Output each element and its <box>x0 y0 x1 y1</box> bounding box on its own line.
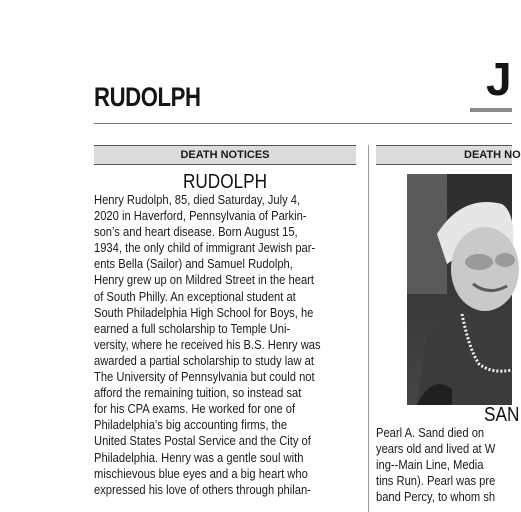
column-divider <box>368 145 369 512</box>
notice-line: years old and lived at W <box>376 441 496 457</box>
notice-line: United States Postal Service and the City of <box>94 433 311 449</box>
notice-line: ing--Main Line, Media <box>376 457 484 473</box>
header-rule <box>94 123 512 124</box>
notice-line: expressed his love of others through philan- <box>94 481 311 497</box>
notice-line: 1934, the only child of immigrant Jewish par- <box>94 240 316 256</box>
notice-line: 2020 in Haverford, Pennsylvania of Parkin- <box>94 208 307 224</box>
notice-body-sand <box>376 425 512 505</box>
notice-line: versity, where he received his B.S. Henry was <box>94 336 321 352</box>
death-notices-bar-right-label: DEATH NO <box>464 149 521 161</box>
obituary-photo <box>407 174 512 405</box>
death-notices-bar-left: DEATH NOTICES <box>94 145 356 165</box>
notice-line: Philadelphia. Henry was a gentle soul with <box>94 449 304 465</box>
notice-line: awarded a partial scholarship to study law at <box>94 352 314 368</box>
notice-line: The University of Pennsylvania but could not <box>94 369 315 385</box>
notice-line: ents Bella (Sailor) and Samuel Rudolph, <box>94 256 293 272</box>
notice-line: son’s and heart disease. Born August 15, <box>94 224 298 240</box>
notice-line: South Philadelphia High School for Boys, he <box>94 304 314 320</box>
notice-line: afford the remaining tuition, so instead sat <box>94 385 302 401</box>
notice-name-rudolph: RUDOLPH <box>182 171 268 193</box>
notice-line: mischievous blue eyes and a big heart who <box>94 465 308 481</box>
header-accent-rule <box>470 108 512 112</box>
page-header-initial: J <box>486 53 512 105</box>
notice-body-rudolph <box>94 192 356 498</box>
notice-line: Henry Rudolph, 85, died Saturday, July 4, <box>94 192 301 207</box>
notice-line: Pearl A. Sand died on <box>376 425 485 440</box>
notice-line: band Percy, to whom sh <box>376 489 496 505</box>
notice-line: earned a full scholarship to Temple Uni- <box>94 320 291 336</box>
death-notices-bar-right <box>376 145 521 165</box>
notice-name-sand: SAN <box>484 404 520 426</box>
obituary-photo-image <box>407 174 512 405</box>
notice-line: of South Philly. An exceptional student at <box>94 288 296 304</box>
notice-line: Philadelphia’s big accounting firms, the <box>94 417 288 433</box>
page-header-name: RUDOLPH <box>94 82 201 112</box>
notice-line: Henry grew up on Mildred Street in the heart <box>94 272 314 288</box>
notice-line: for his CPA exams. He worked for one of <box>94 401 296 417</box>
notice-line: tins Run). Pearl was pre <box>376 473 496 489</box>
